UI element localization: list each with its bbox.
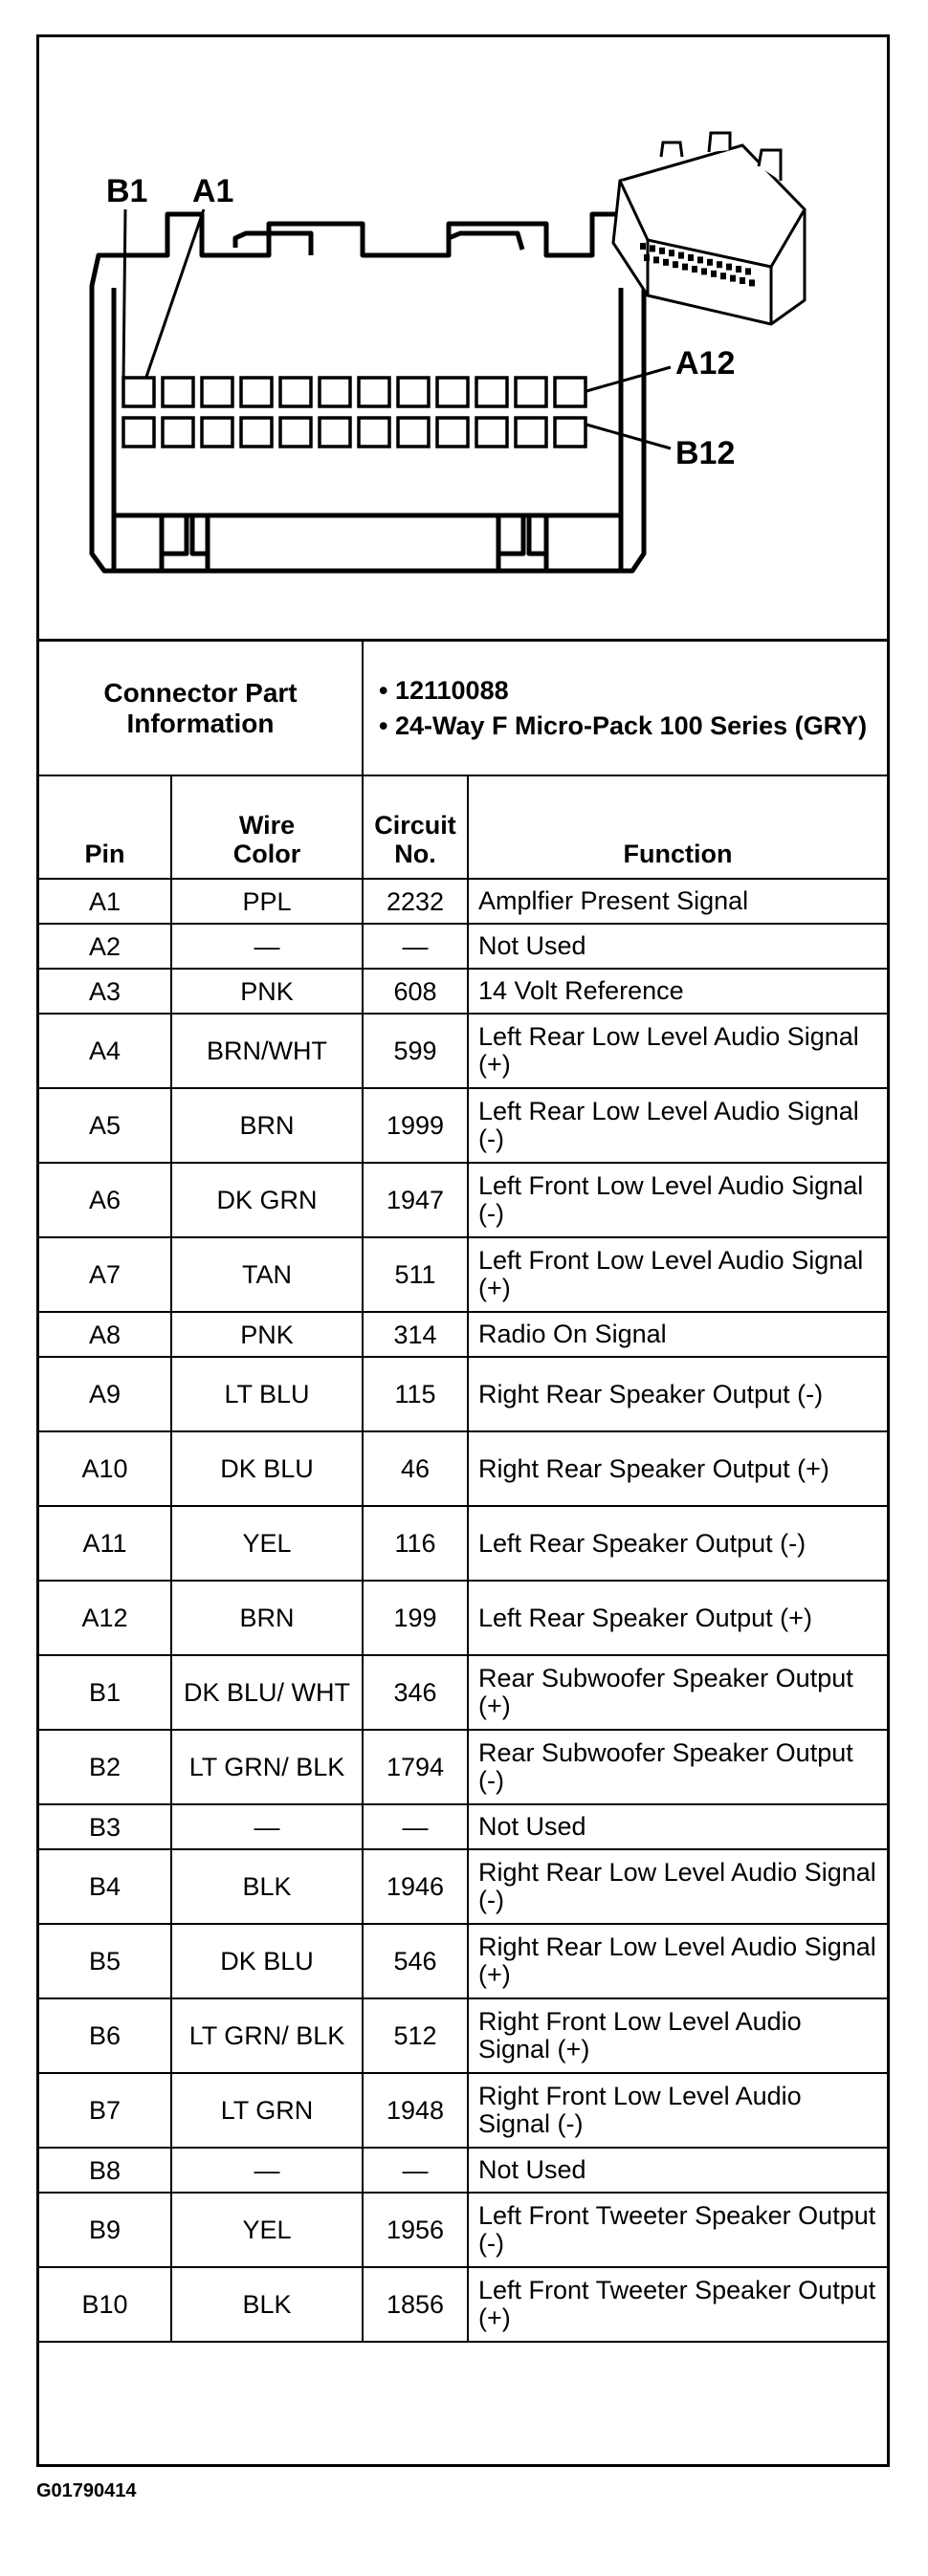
pin-cavity bbox=[202, 378, 232, 406]
pin-cavity bbox=[398, 378, 429, 406]
table-row bbox=[39, 1849, 887, 1924]
circuit-cell: 1794 bbox=[363, 1730, 468, 1804]
pin-cavity bbox=[163, 378, 193, 406]
connector-info-list bbox=[363, 642, 887, 775]
pin-cell: A7 bbox=[39, 1237, 171, 1312]
pin-cavity bbox=[163, 418, 193, 447]
wire-color-cell: YEL bbox=[171, 1506, 363, 1581]
pin-cell: A11 bbox=[39, 1506, 171, 1581]
function-cell: Not Used bbox=[468, 2148, 887, 2193]
wire-color-cell: BRN/WHT bbox=[171, 1014, 363, 1088]
pin-cavity bbox=[123, 418, 154, 447]
pin-cell: B4 bbox=[39, 1849, 171, 1924]
function-cell: 14 Volt Reference bbox=[468, 969, 887, 1014]
circuit-cell: 512 bbox=[363, 1998, 468, 2073]
label-a1: A1 bbox=[192, 173, 234, 209]
iso-pin-mark bbox=[711, 271, 717, 277]
function-cell: Left Rear Low Level Audio Signal (+) bbox=[468, 1014, 887, 1088]
circuit-cell: 115 bbox=[363, 1357, 468, 1431]
iso-pin-mark bbox=[726, 264, 732, 271]
iso-pin-mark bbox=[682, 264, 688, 271]
table-row bbox=[39, 1312, 887, 1357]
wire-color-cell: DK GRN bbox=[171, 1163, 363, 1237]
table-row bbox=[39, 1357, 887, 1431]
iso-pin-mark bbox=[745, 268, 751, 274]
connector-info-label bbox=[39, 642, 363, 775]
function-cell: Amplfier Present Signal bbox=[468, 879, 887, 924]
wire-color-cell: LT GRN bbox=[171, 2073, 363, 2148]
table-row bbox=[39, 969, 887, 1014]
circuit-cell: — bbox=[363, 1804, 468, 1849]
connector-diagram bbox=[39, 37, 887, 642]
function-cell: Left Front Low Level Audio Signal (-) bbox=[468, 1163, 887, 1237]
function-cell: Radio On Signal bbox=[468, 1312, 887, 1357]
pin-cavity bbox=[516, 418, 546, 447]
pin-cavity bbox=[476, 378, 507, 406]
pin-cell: A5 bbox=[39, 1088, 171, 1163]
pin-cell: B1 bbox=[39, 1655, 171, 1730]
header-row bbox=[39, 775, 887, 879]
wire-color-cell: TAN bbox=[171, 1237, 363, 1312]
iso-pin-mark bbox=[707, 259, 713, 266]
table-row bbox=[39, 2267, 887, 2342]
label-b1: B1 bbox=[106, 173, 148, 209]
iso-pin-mark bbox=[730, 275, 736, 282]
pin-cavity bbox=[437, 418, 468, 447]
iso-pin-mark bbox=[659, 248, 665, 254]
pin-cell: A9 bbox=[39, 1357, 171, 1431]
pin-cell: B8 bbox=[39, 2148, 171, 2193]
circuit-cell: 511 bbox=[363, 1237, 468, 1312]
function-cell: Left Rear Low Level Audio Signal (-) bbox=[468, 1088, 887, 1163]
pin-cell: B5 bbox=[39, 1924, 171, 1998]
table-row bbox=[39, 1431, 887, 1506]
wire-color-cell: BRN bbox=[171, 1088, 363, 1163]
wire-color-cell: LT GRN/ BLK bbox=[171, 1998, 363, 2073]
pin-cavity bbox=[280, 418, 311, 447]
function-cell: Right Front Low Level Audio Signal (-) bbox=[468, 2073, 887, 2148]
wire-color-cell: BLK bbox=[171, 2267, 363, 2342]
iso-pin-mark bbox=[688, 254, 694, 261]
function-cell: Right Front Low Level Audio Signal (+) bbox=[468, 1998, 887, 2073]
pin-cell: A12 bbox=[39, 1581, 171, 1655]
wire-color-cell: LT GRN/ BLK bbox=[171, 1730, 363, 1804]
connector-info-item: • 24-Way F Micro-Pack 100 Series (GRY) bbox=[379, 710, 868, 740]
circuit-cell: 116 bbox=[363, 1506, 468, 1581]
wire-color-cell: — bbox=[171, 1804, 363, 1849]
wire-color-cell: DK BLU bbox=[171, 1924, 363, 1998]
circuit-cell: — bbox=[363, 2148, 468, 2193]
connector-info-label-line2: Information bbox=[126, 708, 275, 738]
function-cell: Not Used bbox=[468, 924, 887, 969]
iso-pin-mark bbox=[678, 252, 684, 259]
table-row bbox=[39, 1163, 887, 1237]
table-row bbox=[39, 1730, 887, 1804]
iso-pin-mark bbox=[663, 259, 669, 266]
pin-cavity bbox=[241, 378, 272, 406]
wire-color-cell: YEL bbox=[171, 2193, 363, 2267]
circuit-cell: 2232 bbox=[363, 879, 468, 924]
pin-cavity bbox=[123, 378, 154, 406]
circuit-cell: 599 bbox=[363, 1014, 468, 1088]
circuit-header: Circuit No. bbox=[363, 775, 468, 879]
iso-pin-mark bbox=[720, 273, 726, 279]
iso-pin-mark bbox=[736, 266, 741, 273]
wire-color-cell: PPL bbox=[171, 879, 363, 924]
iso-pin-mark bbox=[644, 254, 650, 261]
iso-pin-mark bbox=[650, 245, 655, 251]
pin-cavity bbox=[202, 418, 232, 447]
pin-cell: B6 bbox=[39, 1998, 171, 2073]
pin-cell: A8 bbox=[39, 1312, 171, 1357]
table-row bbox=[39, 1014, 887, 1088]
table-row bbox=[39, 1924, 887, 1998]
pin-cavity bbox=[398, 418, 429, 447]
function-cell: Right Rear Low Level Audio Signal (-) bbox=[468, 1849, 887, 1924]
pin-cavity bbox=[359, 418, 389, 447]
pin-cavity bbox=[476, 418, 507, 447]
pin-cavity bbox=[359, 378, 389, 406]
pin-cell: A3 bbox=[39, 969, 171, 1014]
circuit-cell: 46 bbox=[363, 1431, 468, 1506]
wire-color-cell: PNK bbox=[171, 969, 363, 1014]
circuit-cell: 346 bbox=[363, 1655, 468, 1730]
function-cell: Right Rear Low Level Audio Signal (+) bbox=[468, 1924, 887, 1998]
iso-pin-mark bbox=[640, 243, 646, 250]
pin-cavity bbox=[555, 378, 586, 406]
table-row bbox=[39, 924, 887, 969]
table-row bbox=[39, 1804, 887, 1849]
function-cell: Left Front Tweeter Speaker Output (+) bbox=[468, 2267, 887, 2342]
wire-color-cell: — bbox=[171, 924, 363, 969]
function-cell: Right Rear Speaker Output (-) bbox=[468, 1357, 887, 1431]
function-cell: Left Front Low Level Audio Signal (+) bbox=[468, 1237, 887, 1312]
circuit-cell: 608 bbox=[363, 969, 468, 1014]
circuit-cell: 199 bbox=[363, 1581, 468, 1655]
wire-color-header: Wire Color bbox=[171, 775, 363, 879]
pin-cell: B10 bbox=[39, 2267, 171, 2342]
connector-info-item: • 12110088 bbox=[379, 675, 509, 705]
pin-cell: B2 bbox=[39, 1730, 171, 1804]
function-cell: Rear Subwoofer Speaker Output (-) bbox=[468, 1730, 887, 1804]
pin-cell: A1 bbox=[39, 879, 171, 924]
circuit-cell: 1856 bbox=[363, 2267, 468, 2342]
pin-cavity bbox=[320, 418, 350, 447]
iso-pin-mark bbox=[673, 261, 678, 268]
pin-cell: A6 bbox=[39, 1163, 171, 1237]
circuit-cell: 1948 bbox=[363, 2073, 468, 2148]
iso-pin-mark bbox=[740, 277, 745, 284]
table-row bbox=[39, 2148, 887, 2193]
pin-cavity bbox=[437, 378, 468, 406]
pin-cell: B9 bbox=[39, 2193, 171, 2267]
connector-info-label-line1: Connector Part bbox=[103, 677, 298, 708]
table-row bbox=[39, 2073, 887, 2148]
table-row bbox=[39, 2193, 887, 2267]
table-row bbox=[39, 1655, 887, 1730]
iso-pin-mark bbox=[692, 266, 697, 273]
function-cell: Left Front Tweeter Speaker Output (-) bbox=[468, 2193, 887, 2267]
wire-color-cell: LT BLU bbox=[171, 1357, 363, 1431]
table-row bbox=[39, 1088, 887, 1163]
pin-cell: B3 bbox=[39, 1804, 171, 1849]
iso-pin-mark bbox=[701, 268, 707, 274]
function-cell: Left Rear Speaker Output (-) bbox=[468, 1506, 887, 1581]
function-header: Function bbox=[468, 775, 887, 879]
table-row bbox=[39, 879, 887, 924]
circuit-cell: 314 bbox=[363, 1312, 468, 1357]
pin-cell: A2 bbox=[39, 924, 171, 969]
circuit-cell: 1999 bbox=[363, 1088, 468, 1163]
pin-header: Pin bbox=[39, 775, 171, 879]
table-row bbox=[39, 1581, 887, 1655]
wire-color-cell: PNK bbox=[171, 1312, 363, 1357]
circuit-cell: — bbox=[363, 924, 468, 969]
pin-cavity bbox=[241, 418, 272, 447]
pin-cell: A10 bbox=[39, 1431, 171, 1506]
label-a12: A12 bbox=[675, 345, 736, 382]
function-cell: Right Rear Speaker Output (+) bbox=[468, 1431, 887, 1506]
function-cell: Not Used bbox=[468, 1804, 887, 1849]
pin-cavity bbox=[516, 378, 546, 406]
iso-pin-mark bbox=[749, 279, 755, 286]
circuit-cell: 1947 bbox=[363, 1163, 468, 1237]
wire-color-cell: BRN bbox=[171, 1581, 363, 1655]
pin-cell: B7 bbox=[39, 2073, 171, 2148]
table-row bbox=[39, 1237, 887, 1312]
label-b12: B12 bbox=[675, 435, 736, 471]
connector-face-drawing bbox=[39, 37, 887, 642]
iso-pin-mark bbox=[697, 256, 703, 263]
pin-cell: A4 bbox=[39, 1014, 171, 1088]
wire-color-cell: — bbox=[171, 2148, 363, 2193]
table-row bbox=[39, 1998, 887, 2073]
figure-code: G01790414 bbox=[36, 2480, 137, 2501]
pin-cavity bbox=[320, 378, 350, 406]
circuit-cell: 546 bbox=[363, 1924, 468, 1998]
table-row bbox=[39, 1506, 887, 1581]
wire-color-cell: DK BLU/ WHT bbox=[171, 1655, 363, 1730]
wire-color-cell: DK BLU bbox=[171, 1431, 363, 1506]
iso-pin-mark bbox=[653, 256, 659, 263]
iso-pin-mark bbox=[717, 261, 722, 268]
circuit-cell: 1946 bbox=[363, 1849, 468, 1924]
pinout-table bbox=[39, 642, 887, 2343]
connector-info-row bbox=[39, 642, 887, 775]
pin-cavity bbox=[555, 418, 586, 447]
circuit-cell: 1956 bbox=[363, 2193, 468, 2267]
wire-color-cell: BLK bbox=[171, 1849, 363, 1924]
connector-sheet bbox=[36, 34, 890, 2467]
pin-cavity bbox=[280, 378, 311, 406]
function-cell: Left Rear Speaker Output (+) bbox=[468, 1581, 887, 1655]
iso-pin-mark bbox=[669, 250, 674, 256]
function-cell: Rear Subwoofer Speaker Output (+) bbox=[468, 1655, 887, 1730]
